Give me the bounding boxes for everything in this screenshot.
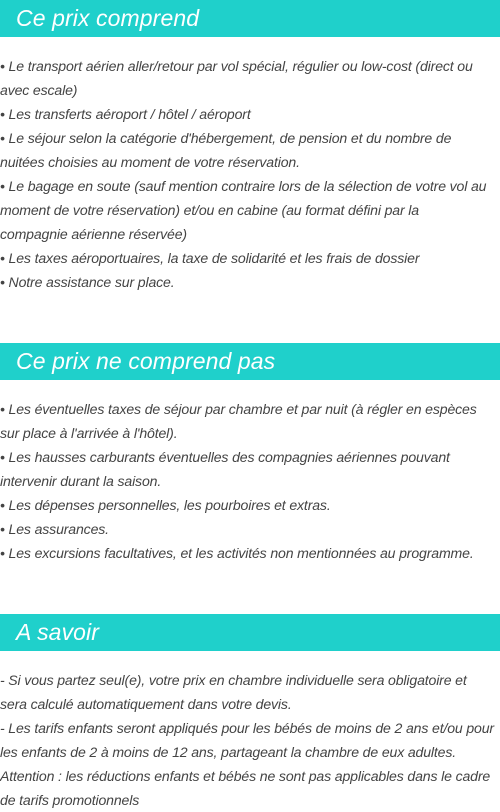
body-line: • Le séjour selon la catégorie d'hébergement, de pension et du nombre de xyxy=(0,130,452,146)
body-line: • Les transferts aéroport / hôtel / aéroport xyxy=(0,106,251,122)
body-line: • Le bagage en soute (sauf mention contraire lors de la sélection de votre vol au xyxy=(0,178,487,194)
body-line: • Les éventuelles taxes de séjour par chambre et par nuit (à régler en espèces xyxy=(0,401,477,417)
body-line: nuitées choisies au moment de votre réservation. xyxy=(0,154,300,170)
body-line: • Les dépenses personnelles, les pourboires et extras. xyxy=(0,497,331,513)
body-line: • Les taxes aéroportuaires, la taxe de solidarité et les frais de dossier xyxy=(0,250,420,266)
body-line: sera calculé automatiquement dans votre devis. xyxy=(0,696,292,712)
body-line: • Les hausses carburants éventuelles des compagnies aériennes pouvant xyxy=(0,449,450,465)
body-line: intervenir durant la saison. xyxy=(0,473,162,489)
body-line: Attention : les réductions enfants et bébés ne sont pas applicables dans le cadre xyxy=(0,768,491,784)
body-line: - Si vous partez seul(e), votre prix en chambre individuelle sera obligatoire et xyxy=(0,672,467,688)
body-line: de tarifs promotionnels xyxy=(0,792,140,808)
body-line: moment de votre réservation) et/ou en cabine (au format défini par la xyxy=(0,202,419,218)
body-line: • Les assurances. xyxy=(0,521,109,537)
section-body-ce-prix-comprend xyxy=(0,54,500,294)
body-line: • Notre assistance sur place. xyxy=(0,274,175,290)
section-title-ce-prix-ne-comprend-pas: Ce prix ne comprend pas xyxy=(0,343,500,380)
section-title-ce-prix-comprend: Ce prix comprend xyxy=(0,0,500,37)
body-line: sur place à l'arrivée à l'hôtel). xyxy=(0,425,178,441)
body-line: les enfants de 2 à moins de 12 ans, partageant la chambre de eux adultes. xyxy=(0,744,457,760)
section-title-a-savoir: A savoir xyxy=(0,614,500,651)
body-line: avec escale) xyxy=(0,82,78,98)
section-body-ce-prix-ne-comprend-pas xyxy=(0,397,500,565)
body-line: - Les tarifs enfants seront appliqués pour les bébés de moins de 2 ans et/ou pour xyxy=(0,720,494,736)
body-line: compagnie aérienne réservée) xyxy=(0,226,187,242)
section-body-a-savoir xyxy=(0,668,500,812)
body-line: • Le transport aérien aller/retour par vol spécial, régulier ou low-cost (direct ou xyxy=(0,58,473,74)
body-line: • Les excursions facultatives, et les activités non mentionnées au programme. xyxy=(0,545,474,561)
